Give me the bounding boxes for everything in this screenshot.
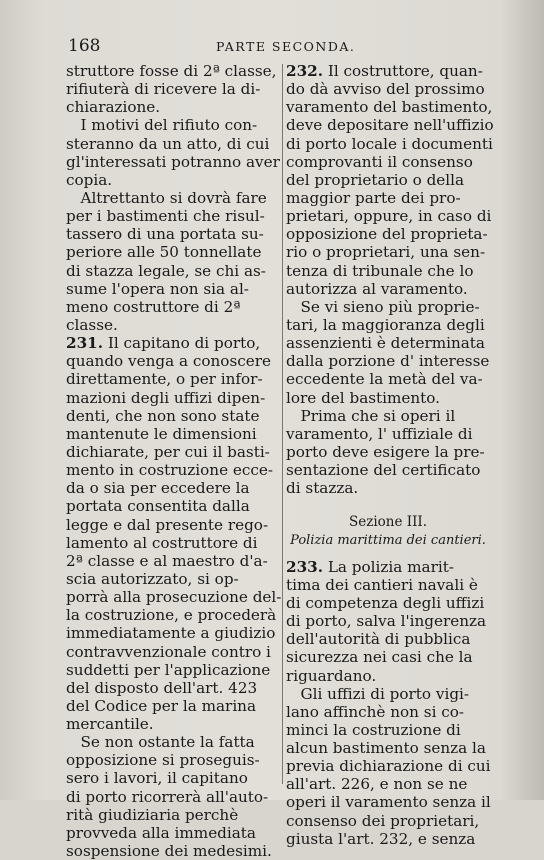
left-column	[66, 62, 280, 860]
line-text: denti, che non sono state	[66, 406, 260, 425]
line-text: Prima che si operi il	[286, 406, 456, 425]
line-text: chiarazione.	[66, 98, 161, 117]
line-text: sicurezza nei casi che la	[286, 648, 473, 667]
text-line	[286, 370, 490, 388]
article-number: 233.	[286, 557, 323, 576]
line-text: direttamente, o per infor-	[66, 370, 263, 389]
running-title: PARTE SECONDA.	[216, 39, 356, 54]
line-text: I motivi del rifiuto con-	[66, 116, 258, 135]
text-line	[286, 479, 490, 497]
text-line	[66, 497, 280, 515]
text-line	[66, 171, 280, 189]
text-line	[66, 588, 280, 606]
text-line	[66, 189, 280, 207]
text-line	[286, 98, 493, 117]
line-text: minci la costruzione di	[286, 720, 461, 739]
text-line	[286, 721, 490, 739]
section-subtitle: Polizia marittima dei cantieri.	[290, 532, 486, 548]
line-text: previa dichiarazione di cui	[286, 757, 491, 776]
line-text: autorizza al varamento.	[286, 279, 468, 298]
line-text: portata consentita dalla	[66, 497, 250, 516]
line-text: lano affinchè non si co-	[286, 702, 465, 721]
line-text: per i bastimenti che risul-	[66, 207, 265, 226]
line-text: eccedente la metà del va-	[286, 370, 483, 389]
text-line	[66, 552, 280, 570]
text-line	[66, 298, 280, 316]
text-line	[66, 116, 280, 134]
line-text: tenza di tribunale che lo	[286, 261, 474, 280]
text-line	[66, 570, 280, 588]
text-line	[66, 751, 280, 769]
text-line	[286, 775, 490, 793]
text-line	[286, 116, 494, 135]
text-line	[66, 769, 280, 787]
line-text: dell'autorità di pubblica	[286, 630, 471, 649]
text-line	[66, 624, 280, 642]
line-text: opposizione del proprieta-	[286, 225, 488, 244]
text-line	[286, 316, 490, 334]
text-line	[66, 334, 280, 352]
text-line	[66, 62, 280, 80]
line-text: lore del bastimento.	[286, 388, 440, 407]
line-text: mazioni degli uffizi dipen-	[66, 388, 266, 407]
line-text: prietari, oppure, in caso di	[286, 207, 492, 226]
text-line	[66, 407, 280, 425]
text-line	[66, 316, 280, 334]
text-line	[66, 389, 280, 407]
line-text: comprovanti il consenso	[286, 152, 473, 171]
text-line	[66, 824, 280, 842]
line-text: La polizia marit-	[323, 557, 454, 576]
line-text: 2ª classe e al maestro d'a-	[66, 551, 268, 570]
line-text: alcun bastimento senza la	[286, 739, 486, 758]
text-line	[286, 630, 490, 648]
line-text: assenzienti è determinata	[286, 334, 485, 353]
page-number: 168	[68, 36, 101, 56]
text-line	[66, 225, 280, 243]
text-line	[286, 443, 490, 461]
line-text: riguardano.	[286, 666, 377, 685]
text-line	[66, 153, 280, 171]
line-text: sentazione del certificato	[286, 461, 481, 480]
text-line	[66, 425, 280, 443]
text-line	[286, 812, 490, 830]
line-text: di competenza degli uffizi	[286, 593, 485, 612]
line-text: sume l'opera non sia al-	[66, 279, 249, 298]
text-line	[286, 189, 490, 207]
text-line	[66, 370, 280, 388]
line-text: tari, la maggioranza degli	[286, 315, 485, 334]
line-text: scia autorizzato, si op-	[66, 569, 239, 588]
line-text: immediatamente a giudizio	[66, 624, 276, 643]
line-text: varamento del bastimento,	[286, 98, 493, 117]
line-text: classe.	[66, 315, 118, 334]
line-text: legge e dal presente rego-	[66, 515, 269, 534]
line-text: all'art. 226, e non se ne	[286, 775, 468, 794]
line-text: consenso dei proprietari,	[286, 811, 480, 830]
line-text: struttore fosse di 2ª classe,	[66, 62, 277, 80]
line-text: porrà alla prosecuzione del-	[66, 588, 282, 607]
text-line	[66, 262, 280, 280]
line-text: quando venga a conoscere	[66, 352, 271, 371]
line-text: Se vi sieno più proprie-	[286, 297, 480, 316]
line-text: mento in costruzione ecce-	[66, 461, 274, 480]
text-line	[286, 793, 490, 811]
text-line	[286, 262, 490, 280]
line-text: meno costruttore di 2ª	[66, 297, 241, 316]
text-line	[66, 243, 280, 261]
line-text: rità giudiziaria perchè	[66, 805, 239, 824]
line-text: steranno da un atto, di cui	[66, 134, 270, 153]
text-line	[286, 648, 490, 666]
text-line	[66, 98, 280, 116]
text-line	[66, 80, 280, 98]
text-line	[66, 697, 280, 715]
line-text: provveda alla immediata	[66, 823, 256, 842]
line-text: Gli uffizi di porto vigi-	[286, 684, 470, 703]
line-text: sospensione dei medesimi.	[66, 842, 272, 860]
text-line	[286, 225, 490, 243]
text-line	[286, 171, 490, 189]
text-line	[66, 806, 280, 824]
line-text: do dà avviso del prossimo	[286, 80, 485, 99]
text-line	[66, 516, 280, 534]
line-text: sero i lavori, il capitano	[66, 769, 248, 788]
section-title: Sezione III.	[348, 514, 428, 531]
line-text: contravvenzionale contro i	[66, 642, 271, 661]
text-line	[286, 461, 490, 479]
line-text: giusta l'art. 232, e senza	[286, 829, 476, 848]
line-text: Il capitano di porto,	[103, 334, 261, 353]
right-column-bottom	[286, 558, 490, 848]
text-line	[66, 135, 280, 153]
text-line	[286, 612, 490, 630]
text-line	[286, 739, 490, 757]
line-text: Il costruttore, quan-	[323, 62, 483, 80]
text-line	[66, 207, 280, 225]
text-line	[66, 715, 280, 733]
line-text: di stazza.	[286, 479, 359, 498]
text-line	[66, 643, 280, 661]
text-line	[66, 443, 280, 461]
text-line	[66, 534, 280, 552]
text-line	[66, 606, 280, 624]
text-line	[286, 62, 490, 80]
line-text: lamento al costruttore di	[66, 533, 258, 552]
text-line	[286, 425, 490, 443]
text-line	[286, 576, 490, 594]
line-text: da o sia per eccedere la	[66, 479, 250, 498]
line-text: periore alle 50 tonnellate	[66, 243, 262, 262]
line-text: dichiarate, per cui il basti-	[66, 442, 270, 461]
article-number: 232.	[286, 62, 323, 80]
text-line	[286, 153, 490, 171]
text-line	[286, 389, 490, 407]
page-header	[68, 36, 504, 56]
line-text: varamento, l' uffiziale di	[286, 424, 473, 443]
line-text: del Codice per la marina	[66, 696, 257, 715]
text-line	[286, 134, 493, 153]
line-text: del disposto dell'art. 423	[66, 678, 258, 697]
line-text: Altrettanto si dovrà fare	[66, 188, 267, 207]
line-text: mercantile.	[66, 715, 154, 734]
text-line	[66, 679, 280, 697]
text-line	[286, 757, 490, 775]
right-column	[286, 62, 494, 848]
line-text: opposizione si proseguis-	[66, 751, 260, 770]
text-line	[66, 842, 280, 860]
line-text: deve depositare nell'uffizio	[286, 116, 494, 135]
line-text: di stazza legale, se chi as-	[66, 261, 266, 280]
text-line	[286, 280, 490, 298]
text-line	[286, 407, 490, 425]
text-line	[286, 667, 490, 685]
section-gap	[286, 497, 490, 509]
line-text: di porto ricorrerà all'auto-	[66, 787, 269, 806]
text-line	[286, 558, 490, 576]
line-text: mantenute le dimensioni	[66, 424, 257, 443]
line-text: gl'interessati potranno aver	[66, 152, 280, 171]
line-text: maggior parte dei pro-	[286, 188, 461, 207]
line-text: la costruzione, e procederà	[66, 606, 277, 625]
line-text: porto deve esigere la pre-	[286, 442, 485, 461]
text-line	[66, 661, 280, 679]
line-text: dalla porzione d' interesse	[286, 352, 490, 371]
line-text: tima dei cantieri navali è	[286, 575, 478, 594]
article-number: 231.	[66, 334, 103, 353]
text-line	[66, 280, 280, 298]
text-line	[286, 830, 490, 848]
line-text: tassero di una portata su-	[66, 225, 264, 244]
text-line	[66, 479, 280, 497]
text-line	[286, 80, 490, 98]
text-line	[286, 352, 490, 370]
text-line	[286, 685, 490, 703]
text-line	[66, 788, 280, 806]
text-line	[286, 298, 490, 316]
text-line	[66, 461, 280, 479]
text-line	[66, 352, 280, 370]
line-text: rio o proprietari, una sen-	[286, 243, 486, 262]
line-text: suddetti per l'applicazione	[66, 660, 271, 679]
line-text: di porto, salva l'ingerenza	[286, 612, 487, 631]
text-line	[286, 334, 490, 352]
column-divider	[282, 64, 283, 784]
line-text: di porto locale i documenti	[286, 134, 493, 153]
text-line	[286, 594, 490, 612]
line-text: copia.	[66, 170, 113, 189]
line-text: rifiuterà di ricevere la di-	[66, 80, 261, 99]
text-line	[66, 733, 280, 751]
line-text: operi il varamento senza il	[286, 793, 491, 812]
right-column-top	[286, 62, 494, 498]
text-line	[286, 243, 490, 261]
line-text: Se non ostante la fatta	[66, 733, 255, 752]
text-line	[286, 703, 490, 721]
text-line	[286, 207, 490, 225]
line-text: del proprietario o della	[286, 170, 465, 189]
